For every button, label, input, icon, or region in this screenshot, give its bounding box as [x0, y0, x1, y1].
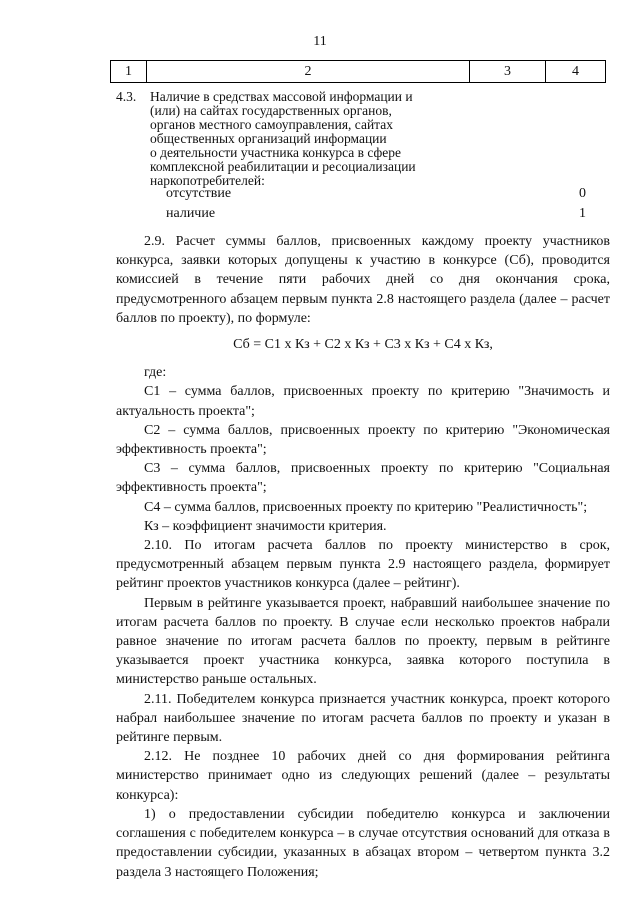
formula: Сб = С1 x Кз + С2 x Кз + С3 x Кз + С4 x Кз,: [233, 337, 493, 353]
criterion-line: (или) на сайтах государственных органов,: [150, 103, 392, 118]
definition-c1: С1 – сумма баллов, присвоенных проекту по критерию "Значимость и актуальность проекта";: [116, 384, 610, 419]
criterion-number: 4.3.: [116, 89, 137, 104]
paragraph-2-11: 2.11. Победителем конкурса признается участник конкурса, проект которого набрал наибольшее значение по итогам расчета баллов по проекту и указан в рейтинге первым.: [116, 691, 610, 746]
criterion-line: общественных организаций информации: [150, 131, 387, 146]
page-number: 11: [313, 34, 327, 49]
option-label: отсутствие: [166, 186, 232, 201]
column-number-3: 3: [470, 61, 546, 83]
option-label: наличие: [166, 206, 216, 221]
criterion-line: о деятельности участника конкурса в сфере: [150, 145, 402, 160]
criterion-option: [166, 186, 606, 202]
paragraph-2-9: 2.9. Расчет суммы баллов, присвоенных каждому проекту участников конкурса, заявки которых допущены к участию в конкурсе (Сб), проводится комиссией в течение пяти рабочих дней со дня окончания срока, предусмотренного абзацем первым пункта 2.8 настоящего раздела (далее – расчет баллов по проекту), по формуле:: [116, 234, 610, 326]
criterion-line: Наличие в средствах массовой информации и: [150, 89, 413, 104]
criterion-line: наркопотребителей:: [150, 173, 265, 188]
option-score: 1: [579, 206, 586, 221]
column-number-1: 1: [111, 61, 147, 83]
paragraph-2-12: 2.12. Не позднее 10 рабочих дней со дня формирования рейтинга министерство принимает одно из следующих решений (далее – результаты конкурса):: [116, 749, 610, 803]
paragraph-2-10: 2.10. По итогам расчета баллов по проекту министерство в срок, предусмотренный абзацем первым пункта 2.9 настоящего раздела, формирует рейтинг проектов участников конкурса (далее – рейтинг).: [116, 538, 610, 592]
column-number-4: 4: [546, 61, 606, 83]
paragraph-2-10-second: Первым в рейтинге указывается проект, набравший наибольшее значение по итогам расчета баллов по проекту. В случае если несколько проектов набрали равное значение по итогам расчета баллов по проекту, первым в рейтинге указывается проект участника конкурса, заявка которого поступила в министерство раньше остальных.: [116, 595, 610, 688]
table-header-row: [110, 60, 606, 83]
criterion-line: органов местного самоуправления, сайтах: [150, 117, 393, 132]
criterion-line: комплексной реабилитации и ресоциализации: [150, 159, 416, 174]
definition-c2: С2 – сумма баллов, присвоенных проекту по критерию "Экономическая эффективность проекта";: [116, 422, 610, 458]
document-body: [116, 232, 610, 882]
option-score: 0: [579, 186, 586, 201]
criterion-option: [166, 206, 606, 222]
definition-c3: С3 – сумма баллов, присвоенных проекту по критерию "Социальная эффективность проекта";: [116, 461, 610, 496]
formula-where: где:: [144, 365, 167, 381]
column-number-2: 2: [147, 61, 470, 83]
criterion-text: [150, 90, 450, 188]
definition-kz: Кз – коэффициент значимости критерия.: [144, 518, 387, 534]
definition-c4: С4 – сумма баллов, присвоенных проекту по критерию "Реалистичность";: [144, 499, 588, 515]
paragraph-2-12-item-1: 1) о предоставлении субсидии победителю конкурса и заключении соглашения с победителем конкурса – в случае отсутствия оснований для отказа в предоставлении субсидии, указанных в абзацах втором – четвертом пункта 3.2 раздела 3 настоящего Положения;: [116, 806, 610, 880]
